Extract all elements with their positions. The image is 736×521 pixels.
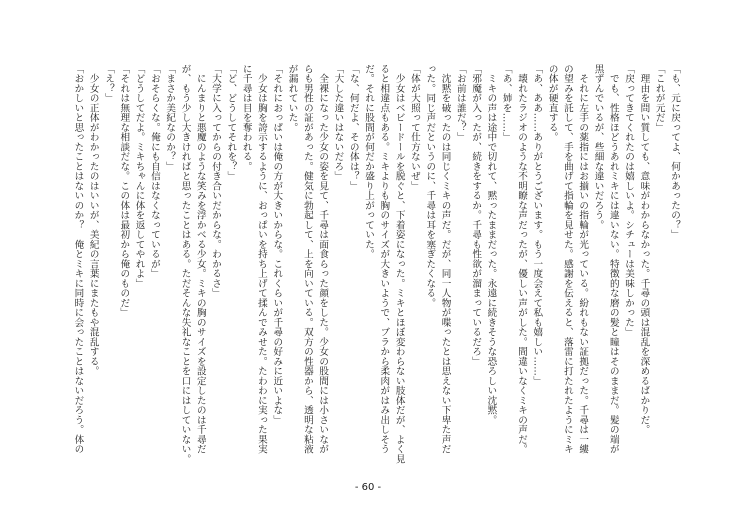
- text-line: 「お前は誰だ？」: [454, 64, 466, 142]
- text-line: 「な、何だよ、その体は？」: [347, 64, 359, 191]
- text-line: にんまりと悪魔のような笑みを浮かべる少女。ミキの胸のサイズを設定したのは千尋だ: [194, 64, 206, 454]
- text-line: 「邪魔が入ったが、続きをするか。千尋も性欲が溜まっているだろ」: [470, 64, 482, 367]
- text-line: 「おそらくな。俺にも自信はなくなっているが」: [148, 64, 160, 279]
- text-line: の望みを託して、手を曲げて指輪を見せた。感謝を伝えると、落雷に打たれたようにミキ: [561, 64, 573, 454]
- text-line: 「も、元に戻ってよ、何かあったの？」: [669, 64, 680, 240]
- text-line: の体が硬直する。: [546, 64, 558, 142]
- text-line: それに左手の薬指にはお揃いの指輪が光っている。紛れもない証拠だった。千尋は一縷: [577, 64, 589, 454]
- text-line: 「ど、どうしてそれを？」: [225, 64, 237, 181]
- text-line: 「おかしいと思ったことはないのか？ 俺とミキに同時に会ったことはないだろう。体の: [72, 64, 84, 454]
- text-line: だ。それに股間が何だか盛り上がっていた。: [363, 64, 375, 259]
- text-line: 理由を問い質しても、意味がわからなかった。千尋の頭は混乱を深めるばかりだ。: [638, 64, 650, 435]
- text-line: に千尋は目を奪われる。: [240, 64, 252, 172]
- text-line: 「戻ってきてくれたのは嬉しいよ。シチューは美味しかった」: [623, 64, 635, 337]
- text-line: 「え？」: [103, 64, 115, 103]
- text-line: った。同じ声だというのに、千尋は耳を塞ぎたくなる。: [424, 64, 436, 308]
- text-line: が漏れていた。: [286, 64, 298, 133]
- text-line: 「大した違いはないだろ」: [332, 64, 344, 181]
- text-line: 壊れたラジオのような不明瞭な声だったが、優しい声がした。間違いなくミキの声だ。: [516, 64, 528, 454]
- text-line: が、もう少し大きければと思ったことはある。ただそんな失礼なことを口にはしていない。: [179, 64, 191, 464]
- text-line: でも、性格ほどうあれミキには違いない。特徴的な磨の髪と瞳はそのままだ。髪の端が: [607, 64, 619, 454]
- text-line: 「大学に入ってからの付き合いだからな。わかるさ」: [210, 64, 222, 298]
- text-line: 「体が大照って仕方ないぜ」: [408, 64, 420, 191]
- text-line: 少女の正体がわかったのはいいが、美紀の言葉にまたもや混乱する。: [87, 64, 99, 376]
- text-line: 「それは無理な相談だな。この体は最初から俺のものだ」: [118, 64, 130, 318]
- text-line: ミキの声は途中で切れて、黙ったままだった。永遠に続きそうな恐ろしい沈黙。: [485, 64, 497, 425]
- text-line: 全裸になった少女の姿を見て、千尋は面食らった顔をした。少女の股間には小さいなが: [317, 64, 329, 454]
- text-line: 「あ、ああ……ありがとうございます。もう一度会えて私も嬉しい……」: [531, 64, 543, 386]
- page-number: - 60 -: [354, 482, 382, 493]
- text-line: 「まさか美紀なのか？」: [164, 64, 176, 172]
- text-line: 「どうしてだよ。ミキちゃんに体を返してやれよ」: [133, 64, 145, 289]
- text-line: 「これが元だ」: [653, 64, 665, 133]
- text-line: 少女はベビードールを脱ぐと、下着姿になった。ミキとほぼ変わらない肢体だが、よく見: [393, 64, 405, 464]
- text-line: 沈黙を破ったのは同じくミキの声だ。だが、同一人物が喋ったとは思えない下卑た声だ: [439, 64, 451, 454]
- vertical-text-body: [58, 64, 682, 468]
- text-line: 「あ、姉を……」: [500, 64, 512, 142]
- text-line: 「それにおっぱいは俺の方が大きいからな。これくらいが千尋の好みに近いよな」: [271, 64, 283, 425]
- text-line: 黒ずんでいるが、些細な違いだろう。: [592, 64, 604, 230]
- text-line: 少女は胸を誇示するように、おっぱいを持ち上げて揉んでみせた。たわわに実った果実: [255, 64, 267, 454]
- text-line: ると相違点もある。ミキよりも胸のサイズが大きいようで、ブラから柔肉がはみ出しそう: [378, 64, 390, 454]
- text-line: らも男性の証があった。健気に勃起して、上を向いている。双方の性器から、透明な粘液: [301, 64, 313, 454]
